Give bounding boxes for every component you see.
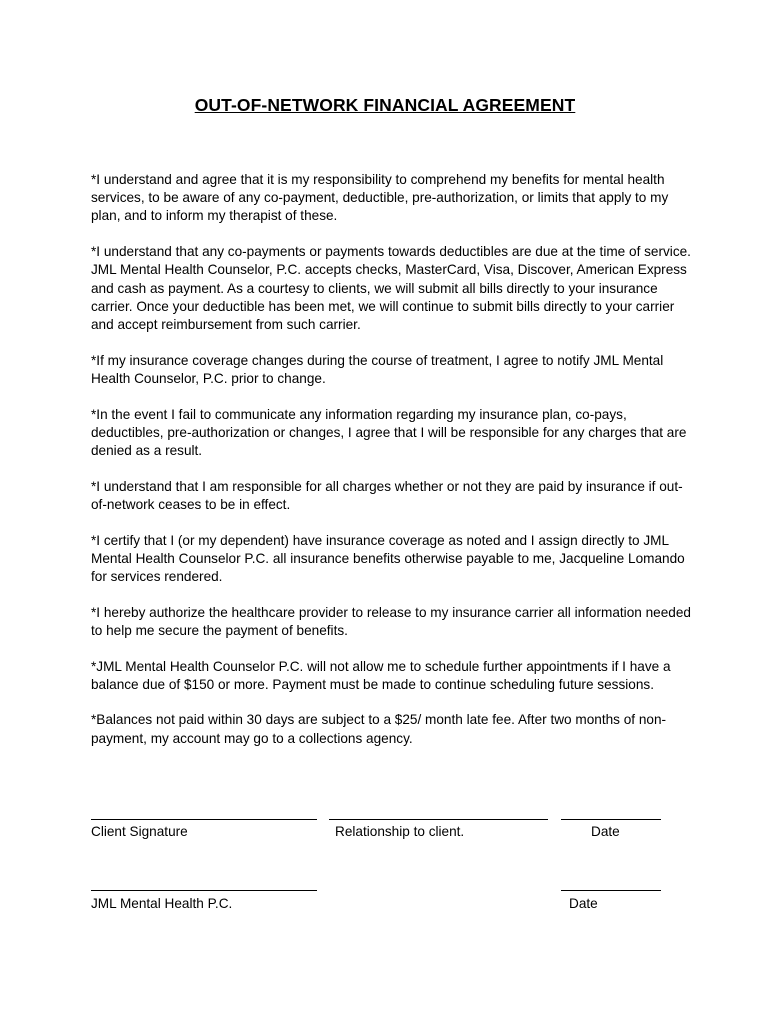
agreement-clause: *I understand and agree that it is my responsibility to comprehend my benefits for mental health services, to be aware of any co-payment, deductible, pre-authorization, or limits that apply to my plan, and to inform my therapist of these. <box>91 172 669 224</box>
agreement-body <box>91 171 691 765</box>
provider-signature-line <box>91 890 317 891</box>
date-label-1: Date <box>591 824 620 839</box>
date-line-2 <box>561 890 661 891</box>
agreement-clause: *Balances not paid within 30 days are subject to a $25/ month late fee. After two months of non-payment, my account may go to a collections agency. <box>91 712 667 746</box>
client-signature-label: Client Signature <box>91 824 188 839</box>
agreement-clause: *JML Mental Health Counselor P.C. will not allow me to schedule further appointments if I have a balance due of $150 or more. Payment must be made to continue scheduling future sessions. <box>91 658 671 692</box>
agreement-clause: *I understand that any co-payments or payments towards deductibles are due at the time of service. JML Mental Health Counselor, P.C. accepts checks, MasterCard, Visa, Discover, American Express and cash as payment. As a courtesy to clients, we will submit all bills directly to your insurance carrier. Once your deductible has been met, we will continue to submit bills directly to your carrier and accept reimbursement from such carrier. <box>91 244 691 332</box>
relationship-line <box>329 819 548 820</box>
agreement-clause: *If my insurance coverage changes during the course of treatment, I agree to notify JML Mental Health Counselor, P.C. prior to change. <box>91 352 664 386</box>
provider-label: JML Mental Health P.C. <box>91 896 233 911</box>
document-title: OUT-OF-NETWORK FINANCIAL AGREEMENT <box>194 95 576 115</box>
date-label-2: Date <box>569 896 598 911</box>
agreement-clause: *I understand that I am responsible for all charges whether or not they are paid by insurance if out-of-network ceases to be in effect. <box>91 478 683 512</box>
agreement-clause: *I certify that I (or my dependent) have insurance coverage as noted and I assign directly to JML Mental Health Counselor P.C. all insurance benefits otherwise payable to me, Jacqueline Lomando for services rendered. <box>91 532 685 584</box>
client-signature-line <box>91 819 317 820</box>
agreement-clause: *In the event I fail to communicate any information regarding my insurance plan, co-pays, deductibles, pre-authorization or changes, I agree that I will be responsible for any charges that are denied as a result. <box>91 406 687 458</box>
relationship-label: Relationship to client. <box>335 824 465 839</box>
agreement-clause: *I hereby authorize the healthcare provider to release to my insurance carrier all information needed to help me secure the payment of benefits. <box>91 604 691 638</box>
date-line-1 <box>561 819 661 820</box>
